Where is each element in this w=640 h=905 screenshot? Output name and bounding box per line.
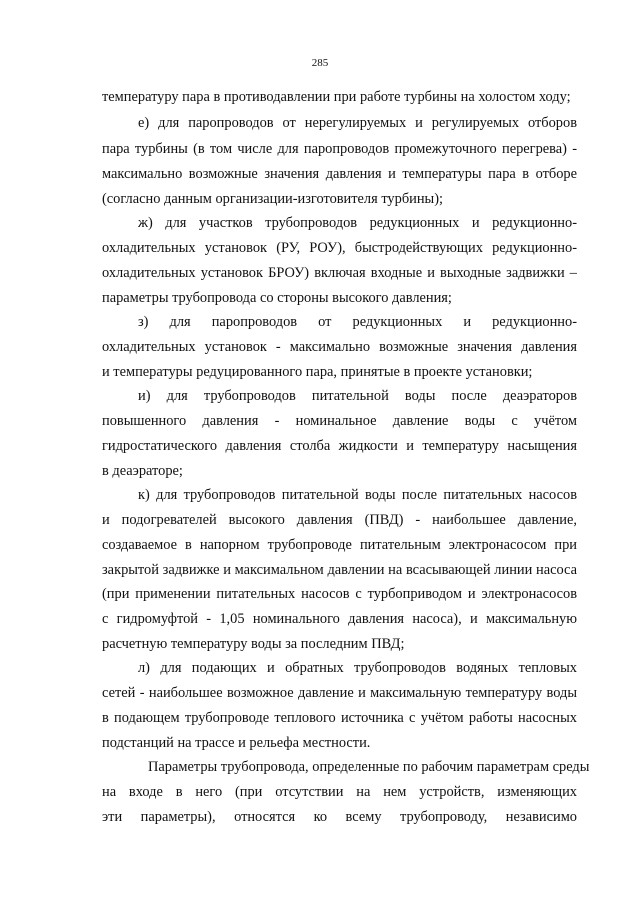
page-number: 285 — [311, 57, 329, 69]
list-item-z-line: и температуры редуцированного пара, принятые в проекте установки; — [102, 364, 533, 380]
list-item-z-line: з) для паропроводов от редукционных и редукционно- — [138, 314, 577, 330]
list-item-zh-line: ж) для участков трубопроводов редукционных и редукционно- — [138, 215, 577, 231]
list-item-e-line: (согласно данным организации-изготовителя турбины); — [102, 191, 444, 207]
list-item-i-line: в деаэраторе; — [102, 463, 183, 479]
list-item-k-line: к) для трубопроводов питательной воды после питательных насосов — [138, 487, 577, 503]
paragraph-line: Параметры трубопровода, определенные по рабочим параметрам среды — [148, 759, 590, 775]
list-item-k-line: закрытой задвижке и максимальном давлении на всасывающей линии насоса — [102, 562, 577, 578]
list-item-l-line: подстанций на трассе и рельефа местности. — [102, 735, 371, 751]
list-item-l-line: в подающем трубопроводе теплового источника с учётом работы насосных — [102, 710, 577, 726]
list-item-zh-line: параметры трубопровода со стороны высокого давления; — [102, 290, 452, 306]
list-item-i-line: повышенного давления - номинальное давление воды с учётом — [102, 413, 577, 429]
paragraph-line: на входе в него (при отсутствии на нем устройств, изменяющих — [102, 784, 577, 800]
list-item-k-line: с гидромуфтой - 1,05 номинального давления насоса), и максимальную — [102, 611, 577, 627]
paragraph-line: эти параметры), относятся ко всему трубопроводу, независимо — [102, 809, 577, 825]
list-item-z-line: охладительных установок - максимально возможные значения давления — [102, 339, 577, 355]
list-item-k-line: и подогревателей высокого давления (ПВД) - наибольшее давление, — [102, 512, 577, 528]
list-item-l-line: л) для подающих и обратных трубопроводов водяных тепловых — [138, 660, 577, 676]
list-item-i-line: гидростатического давления столба жидкости и температуру насыщения — [102, 438, 577, 454]
list-item-zh-line: охладительных установок (РУ, РОУ), быстродействующих редукционно- — [102, 240, 577, 256]
list-item-zh-line: охладительных установок БРОУ) включая входные и выходные задвижки – — [102, 265, 577, 281]
list-item-i-line: и) для трубопроводов питательной воды после деаэраторов — [138, 388, 577, 404]
list-item-k-line: расчетную температуру воды за последним ПВД; — [102, 636, 405, 652]
list-item-k-line: (при применении питательных насосов с турбоприводом и электронасосов — [102, 586, 577, 602]
list-item-e-line: максимально возможные значения давления и температуры пара в отборе — [102, 166, 577, 182]
text-line: температуру пара в противодавлении при работе турбины на холостом ходу; — [102, 89, 571, 105]
list-item-k-line: создаваемое в напорном трубопроводе питательным электронасосом при — [102, 537, 577, 553]
list-item-e-line: пара турбины (в том числе для паропроводов промежуточного перегрева) - — [102, 141, 577, 157]
list-item-l-line: сетей - наибольшее возможное давление и максимальную температуру воды — [102, 685, 577, 701]
list-item-e-line: е) для паропроводов от нерегулируемых и регулируемых отборов — [138, 115, 577, 131]
